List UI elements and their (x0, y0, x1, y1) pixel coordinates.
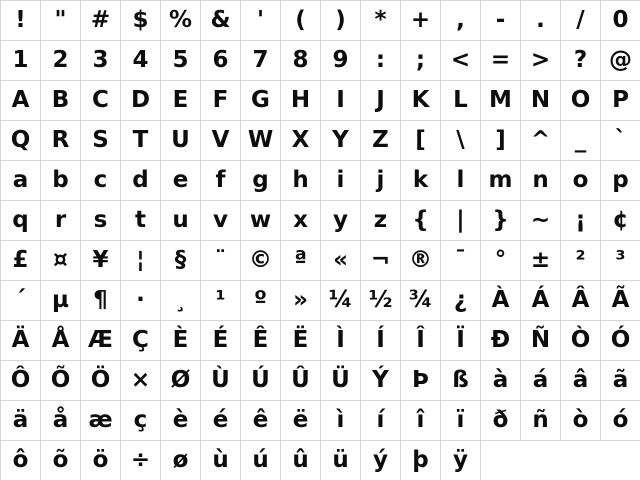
glyph-cell[interactable]: 1 (1, 41, 41, 81)
glyph-cell[interactable]: ç (121, 401, 161, 441)
glyph-cell[interactable]: î (401, 401, 441, 441)
glyph-cell[interactable]: ( (281, 1, 321, 41)
glyph-cell[interactable]: ª (281, 241, 321, 281)
glyph-cell[interactable]: ¼ (321, 281, 361, 321)
glyph-cell[interactable]: ø (161, 441, 201, 480)
glyph-cell[interactable]: 7 (241, 41, 281, 81)
glyph-cell[interactable]: / (561, 1, 601, 41)
glyph-cell[interactable]: ò (561, 401, 601, 441)
glyph-cell[interactable]: | (441, 201, 481, 241)
glyph-cell[interactable]: D (121, 81, 161, 121)
glyph-cell[interactable]: f (201, 161, 241, 201)
glyph-cell[interactable]: ü (321, 441, 361, 480)
glyph-cell[interactable]: æ (81, 401, 121, 441)
glyph-cell[interactable]: : (361, 41, 401, 81)
glyph-cell[interactable]: N (521, 81, 561, 121)
glyph-cell[interactable]: þ (401, 441, 441, 480)
glyph-cell[interactable]: « (321, 241, 361, 281)
glyph-cell[interactable]: ß (441, 361, 481, 401)
glyph-cell[interactable]: ¹ (201, 281, 241, 321)
glyph-cell[interactable]: » (281, 281, 321, 321)
glyph-cell[interactable]: O (561, 81, 601, 121)
glyph-cell[interactable]: > (521, 41, 561, 81)
glyph-cell[interactable]: o (561, 161, 601, 201)
glyph-cell[interactable]: j (361, 161, 401, 201)
glyph-cell[interactable]: I (321, 81, 361, 121)
glyph-cell[interactable]: ¤ (41, 241, 81, 281)
glyph-cell[interactable]: Ù (201, 361, 241, 401)
glyph-cell[interactable]: 0 (601, 1, 640, 41)
glyph-cell[interactable]: H (281, 81, 321, 121)
glyph-cell[interactable]: à (481, 361, 521, 401)
glyph-cell[interactable]: w (241, 201, 281, 241)
glyph-cell[interactable]: K (401, 81, 441, 121)
glyph-cell[interactable]: ó (601, 401, 640, 441)
glyph-cell[interactable]: â (561, 361, 601, 401)
glyph-cell[interactable]: × (121, 361, 161, 401)
glyph-cell[interactable]: ð (481, 401, 521, 441)
glyph-cell[interactable]: § (161, 241, 201, 281)
glyph-cell[interactable]: b (41, 161, 81, 201)
glyph-cell[interactable]: V (201, 121, 241, 161)
glyph-cell[interactable]: ÷ (121, 441, 161, 480)
glyph-cell[interactable]: X (281, 121, 321, 161)
glyph-cell[interactable]: Ñ (521, 321, 561, 361)
glyph-cell[interactable]: g (241, 161, 281, 201)
glyph-cell[interactable]: ) (321, 1, 361, 41)
glyph-cell[interactable]: [ (401, 121, 441, 161)
glyph-cell[interactable]: 5 (161, 41, 201, 81)
glyph-cell[interactable]: õ (41, 441, 81, 480)
glyph-cell[interactable]: Í (361, 321, 401, 361)
glyph-cell[interactable]: n (521, 161, 561, 201)
glyph-cell[interactable]: ¿ (441, 281, 481, 321)
glyph-cell[interactable]: T (121, 121, 161, 161)
glyph-cell[interactable]: ' (241, 1, 281, 41)
glyph-cell[interactable]: 6 (201, 41, 241, 81)
glyph-cell[interactable]: C (81, 81, 121, 121)
glyph-cell[interactable]: , (441, 1, 481, 41)
glyph-cell[interactable]: ã (601, 361, 640, 401)
glyph-cell[interactable]: z (361, 201, 401, 241)
glyph-cell[interactable]: Ú (241, 361, 281, 401)
glyph-cell[interactable]: Ê (241, 321, 281, 361)
glyph-cell[interactable]: Ò (561, 321, 601, 361)
glyph-cell[interactable]: Ç (121, 321, 161, 361)
glyph-cell[interactable]: É (201, 321, 241, 361)
glyph-cell[interactable]: Ã (601, 281, 640, 321)
glyph-cell[interactable]: ³ (601, 241, 640, 281)
glyph-cell[interactable]: ï (441, 401, 481, 441)
glyph-cell[interactable]: ¶ (81, 281, 121, 321)
glyph-cell[interactable]: á (521, 361, 561, 401)
glyph-cell[interactable]: 8 (281, 41, 321, 81)
glyph-cell[interactable]: l (441, 161, 481, 201)
glyph-cell[interactable]: U (161, 121, 201, 161)
glyph-cell[interactable]: ¾ (401, 281, 441, 321)
glyph-cell[interactable]: ¸ (161, 281, 201, 321)
glyph-cell[interactable]: · (121, 281, 161, 321)
glyph-cell[interactable]: " (41, 1, 81, 41)
glyph-cell[interactable]: - (481, 1, 521, 41)
glyph-cell[interactable]: M (481, 81, 521, 121)
glyph-cell[interactable]: ÿ (441, 441, 481, 480)
glyph-cell[interactable]: x (281, 201, 321, 241)
glyph-cell[interactable]: í (361, 401, 401, 441)
glyph-cell[interactable]: 9 (321, 41, 361, 81)
glyph-cell[interactable]: ` (601, 121, 640, 161)
glyph-cell[interactable]: m (481, 161, 521, 201)
glyph-cell[interactable]: ´ (1, 281, 41, 321)
glyph-cell[interactable]: £ (1, 241, 41, 281)
glyph-cell[interactable]: Î (401, 321, 441, 361)
glyph-cell[interactable]: ~ (521, 201, 561, 241)
glyph-cell[interactable]: û (281, 441, 321, 480)
glyph-cell[interactable]: ¡ (561, 201, 601, 241)
glyph-cell[interactable]: P (601, 81, 640, 121)
glyph-cell[interactable]: Ü (321, 361, 361, 401)
glyph-cell[interactable]: ¨ (201, 241, 241, 281)
glyph-cell[interactable]: Ì (321, 321, 361, 361)
glyph-cell[interactable]: ù (201, 441, 241, 480)
glyph-cell[interactable]: s (81, 201, 121, 241)
glyph-cell[interactable]: Q (1, 121, 41, 161)
glyph-cell[interactable]: h (281, 161, 321, 201)
glyph-cell[interactable]: Ô (1, 361, 41, 401)
glyph-cell[interactable]: ¯ (441, 241, 481, 281)
glyph-cell[interactable]: ¥ (81, 241, 121, 281)
glyph-cell[interactable]: c (81, 161, 121, 201)
glyph-cell[interactable]: È (161, 321, 201, 361)
glyph-cell[interactable]: & (201, 1, 241, 41)
glyph-cell[interactable]: À (481, 281, 521, 321)
glyph-cell[interactable]: ± (521, 241, 561, 281)
glyph-cell[interactable]: B (41, 81, 81, 121)
glyph-cell[interactable]: y (321, 201, 361, 241)
glyph-cell[interactable]: 3 (81, 41, 121, 81)
glyph-cell[interactable]: 2 (41, 41, 81, 81)
glyph-cell[interactable]: # (81, 1, 121, 41)
glyph-cell[interactable]: { (401, 201, 441, 241)
glyph-cell[interactable]: ä (1, 401, 41, 441)
glyph-cell[interactable]: k (401, 161, 441, 201)
glyph-cell[interactable]: ^ (521, 121, 561, 161)
glyph-cell[interactable]: J (361, 81, 401, 121)
glyph-cell[interactable]: Â (561, 281, 601, 321)
glyph-cell[interactable]: e (161, 161, 201, 201)
glyph-cell[interactable]: Þ (401, 361, 441, 401)
glyph-cell[interactable]: r (41, 201, 81, 241)
glyph-cell[interactable]: $ (121, 1, 161, 41)
glyph-cell[interactable]: ñ (521, 401, 561, 441)
glyph-cell[interactable]: . (521, 1, 561, 41)
glyph-cell[interactable]: a (1, 161, 41, 201)
glyph-cell[interactable]: = (481, 41, 521, 81)
glyph-cell[interactable]: ¬ (361, 241, 401, 281)
glyph-cell[interactable]: º (241, 281, 281, 321)
glyph-cell[interactable]: + (401, 1, 441, 41)
glyph-cell[interactable]: Ö (81, 361, 121, 401)
glyph-cell[interactable]: ë (281, 401, 321, 441)
glyph-cell[interactable]: å (41, 401, 81, 441)
glyph-cell[interactable]: ° (481, 241, 521, 281)
glyph-cell[interactable]: E (161, 81, 201, 121)
glyph-cell[interactable]: Å (41, 321, 81, 361)
glyph-cell[interactable]: ® (401, 241, 441, 281)
glyph-cell[interactable]: Y (321, 121, 361, 161)
glyph-cell[interactable]: W (241, 121, 281, 161)
glyph-cell[interactable]: © (241, 241, 281, 281)
glyph-cell[interactable]: é (201, 401, 241, 441)
glyph-cell[interactable]: Ý (361, 361, 401, 401)
glyph-cell[interactable]: ; (401, 41, 441, 81)
glyph-cell[interactable]: ² (561, 241, 601, 281)
glyph-cell[interactable]: Ð (481, 321, 521, 361)
glyph-cell[interactable]: t (121, 201, 161, 241)
glyph-cell[interactable]: R (41, 121, 81, 161)
glyph-cell[interactable]: 4 (121, 41, 161, 81)
glyph-cell[interactable]: Ï (441, 321, 481, 361)
glyph-cell[interactable]: Ø (161, 361, 201, 401)
glyph-cell[interactable]: } (481, 201, 521, 241)
glyph-cell[interactable]: A (1, 81, 41, 121)
glyph-cell[interactable]: è (161, 401, 201, 441)
glyph-cell[interactable]: % (161, 1, 201, 41)
glyph-cell[interactable]: _ (561, 121, 601, 161)
glyph-cell[interactable]: S (81, 121, 121, 161)
glyph-cell[interactable]: p (601, 161, 640, 201)
glyph-cell[interactable]: Û (281, 361, 321, 401)
glyph-cell[interactable]: ì (321, 401, 361, 441)
glyph-cell[interactable]: ! (1, 1, 41, 41)
glyph-cell[interactable]: Á (521, 281, 561, 321)
glyph-cell[interactable]: q (1, 201, 41, 241)
glyph-cell[interactable]: ¦ (121, 241, 161, 281)
glyph-cell[interactable]: ¢ (601, 201, 640, 241)
glyph-cell[interactable]: \ (441, 121, 481, 161)
glyph-cell[interactable]: F (201, 81, 241, 121)
glyph-cell[interactable]: G (241, 81, 281, 121)
glyph-cell[interactable]: * (361, 1, 401, 41)
glyph-cell[interactable]: d (121, 161, 161, 201)
glyph-cell[interactable]: @ (601, 41, 640, 81)
glyph-cell[interactable]: Z (361, 121, 401, 161)
glyph-cell[interactable]: Æ (81, 321, 121, 361)
glyph-cell[interactable]: ê (241, 401, 281, 441)
glyph-cell[interactable]: µ (41, 281, 81, 321)
glyph-cell[interactable]: ] (481, 121, 521, 161)
glyph-cell[interactable]: < (441, 41, 481, 81)
glyph-cell[interactable]: ½ (361, 281, 401, 321)
glyph-cell[interactable]: L (441, 81, 481, 121)
glyph-cell[interactable]: ô (1, 441, 41, 480)
glyph-cell[interactable]: Ó (601, 321, 640, 361)
glyph-cell[interactable]: ö (81, 441, 121, 480)
glyph-cell[interactable]: ? (561, 41, 601, 81)
glyph-cell[interactable]: i (321, 161, 361, 201)
glyph-cell[interactable]: v (201, 201, 241, 241)
glyph-cell[interactable]: Õ (41, 361, 81, 401)
glyph-cell[interactable]: Ä (1, 321, 41, 361)
glyph-cell[interactable]: Ë (281, 321, 321, 361)
glyph-cell[interactable]: ú (241, 441, 281, 480)
glyph-cell[interactable]: ý (361, 441, 401, 480)
glyph-cell[interactable]: u (161, 201, 201, 241)
